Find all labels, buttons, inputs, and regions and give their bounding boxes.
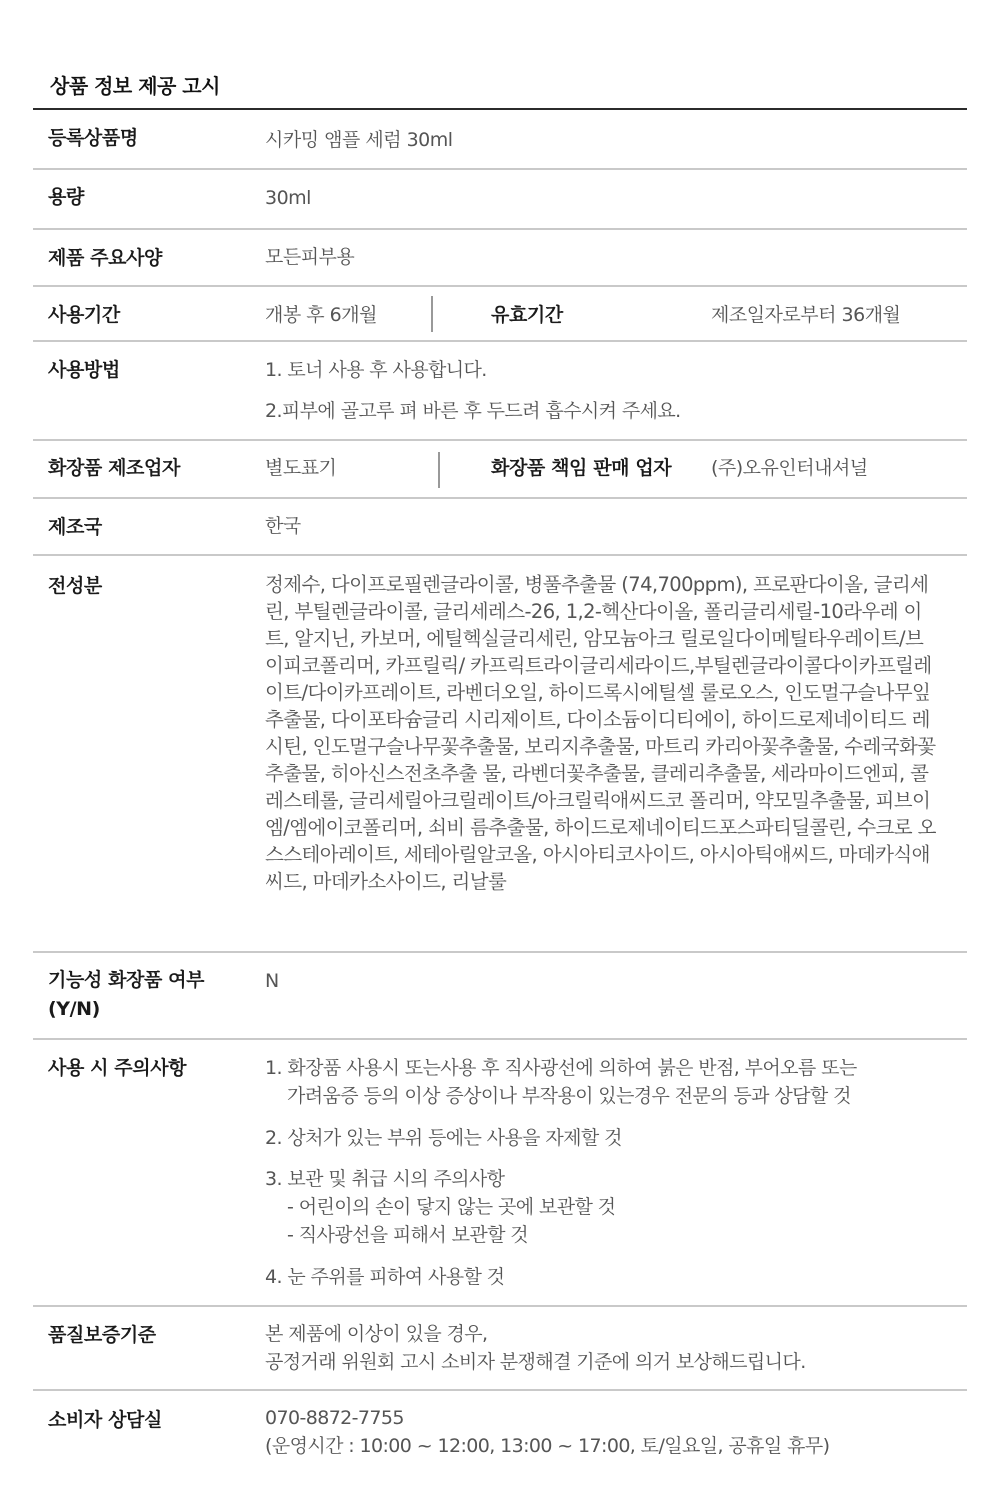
expiry-label: 유효기간 [491, 304, 563, 326]
row-origin [33, 499, 967, 556]
consumer-label: 소비자 상담실 [48, 1409, 162, 1431]
row-cautions [33, 1040, 967, 1307]
maker-label: 화장품 제조업자 [48, 457, 180, 479]
spec-label: 제품 주요사양 [48, 247, 162, 269]
caution-item-3-sub: - 직사광선을 피해서 보관할 것 [287, 1224, 529, 1246]
usage-period-value: 개봉 후 6개월 [265, 304, 377, 326]
maker-divider [438, 452, 440, 488]
row-period [33, 287, 967, 342]
origin-value: 한국 [265, 515, 301, 537]
period-divider [431, 296, 433, 332]
caution-item-1-line2: 가려움증 등의 이상 증상이나 부작용이 있는경우 전문의 등과 상담할 것 [287, 1085, 851, 1107]
usage-step: 2.피부에 골고루 펴 바른 후 두드려 흡수시켜 주세요. [265, 400, 681, 422]
row-usage [33, 342, 967, 441]
maker-value: 별도표기 [265, 457, 337, 479]
usage-period-label: 사용기간 [48, 304, 120, 326]
usage-label: 사용방법 [48, 359, 120, 381]
ingredients-value: 정제수, 다이프로필렌글라이콜, 병풀추출물 (74,700ppm), 프로판다이올, 글리세린, 부틸렌글라이콜, 글리세레스-26, 1,2-헥산다이올, 폴리글리세릴-10라우레 이트, 알지닌, 카보머, 에틸헥실글리세린, 암모늄아크 릴로일다이메틸타우레이트/브이피코폴리머, 카프릴릭/ 카프릭트라이글리세라이드,부틸렌글라이콜다이카프릴레이트/다이카프레이트, 라벤더오일, 하이드록시에틸셀 룰로오스, 인도멀구슬나무잎추출물, 다이포타슘글리 시리제이트, 다이소듐이디티에이, 하이드로제네이티드 레시틴, 인도멀구슬나무꽃추출물, 보리지추출물, 마트리 카리아꽃추출물, 수레국화꽃추출물, 히아신스전초추출 물, 라벤더꽃추출물, 클레리추출물, 세라마이드엔피, 콜레스테롤, 글리세릴아크릴레이트/아크릴릭애씨드코 폴리머, 약모밀추출물, 피브이엠/엠에이코폴리머, 쇠비 름추출물, 하이드로제네이티드포스파티딜콜린, 수크로 오스스테아레이트, 세테아릴알코올, 아시아티코사이드, 아시아틱애씨드, 마데카식애씨드, 마데카소사이드, 리날룰 [265, 573, 936, 893]
caution-item-4: 4. 눈 주위를 피하여 사용할 것 [265, 1266, 505, 1288]
product-name-label: 등록상품명 [48, 127, 138, 149]
row-maker [33, 441, 967, 499]
expiry-value: 제조일자로부터 36개월 [711, 304, 901, 326]
seller-label: 화장품 책임 판매 업자 [491, 457, 672, 479]
consumer-hours: (운영시간 : 10:00 ~ 12:00, 13:00 ~ 17:00, 토/일요일, 공휴일 휴무) [265, 1435, 830, 1457]
caution-item-3 [265, 1165, 965, 1249]
quality-line: 공정거래 위원회 고시 소비자 분쟁해결 기준에 의거 보상해드립니다. [265, 1351, 806, 1373]
row-quality [33, 1307, 967, 1391]
caution-item-3-sub: - 어린이의 손이 닿지 않는 곳에 보관할 것 [287, 1196, 616, 1218]
row-spec [33, 230, 967, 287]
seller-value: (주)오유인터내셔널 [711, 457, 868, 479]
consumer-value [265, 1404, 965, 1460]
functional-label-line1: 기능성 화장품 여부 [48, 969, 205, 991]
row-product-name [33, 110, 967, 170]
product-name-value: 시카밍 앰플 세럼 30ml [265, 129, 453, 151]
caution-item-2: 2. 상처가 있는 부위 등에는 사용을 자제할 것 [265, 1127, 622, 1149]
functional-value: N [265, 970, 279, 992]
usage-step: 1. 토너 사용 후 사용합니다. [265, 359, 487, 381]
caution-item-1-line1: 1. 화장품 사용시 또는사용 후 직사광선에 의하여 붉은 반점, 부어오름 또는 [265, 1057, 857, 1079]
quality-value [265, 1320, 965, 1376]
consumer-phone: 070-8872-7755 [265, 1407, 404, 1429]
cautions-label: 사용 시 주의사항 [48, 1057, 187, 1079]
row-ingredients [33, 556, 967, 953]
page-title: 상품 정보 제공 고시 [50, 74, 220, 98]
caution-item-1 [265, 1054, 965, 1110]
spec-value: 모든피부용 [265, 246, 355, 268]
quality-line: 본 제품에 이상이 있을 경우, [265, 1323, 488, 1345]
row-consumer [33, 1391, 967, 1481]
volume-value: 30ml [265, 187, 311, 209]
origin-label: 제조국 [48, 516, 102, 538]
quality-label: 품질보증기준 [48, 1324, 156, 1346]
row-volume [33, 170, 967, 230]
caution-item-3-title: 3. 보관 및 취급 시의 주의사항 [265, 1168, 505, 1190]
functional-label-line2: (Y/N) [48, 998, 100, 1020]
volume-label: 용량 [48, 186, 84, 208]
row-functional [33, 953, 967, 1040]
ingredients-label: 전성분 [48, 575, 102, 597]
